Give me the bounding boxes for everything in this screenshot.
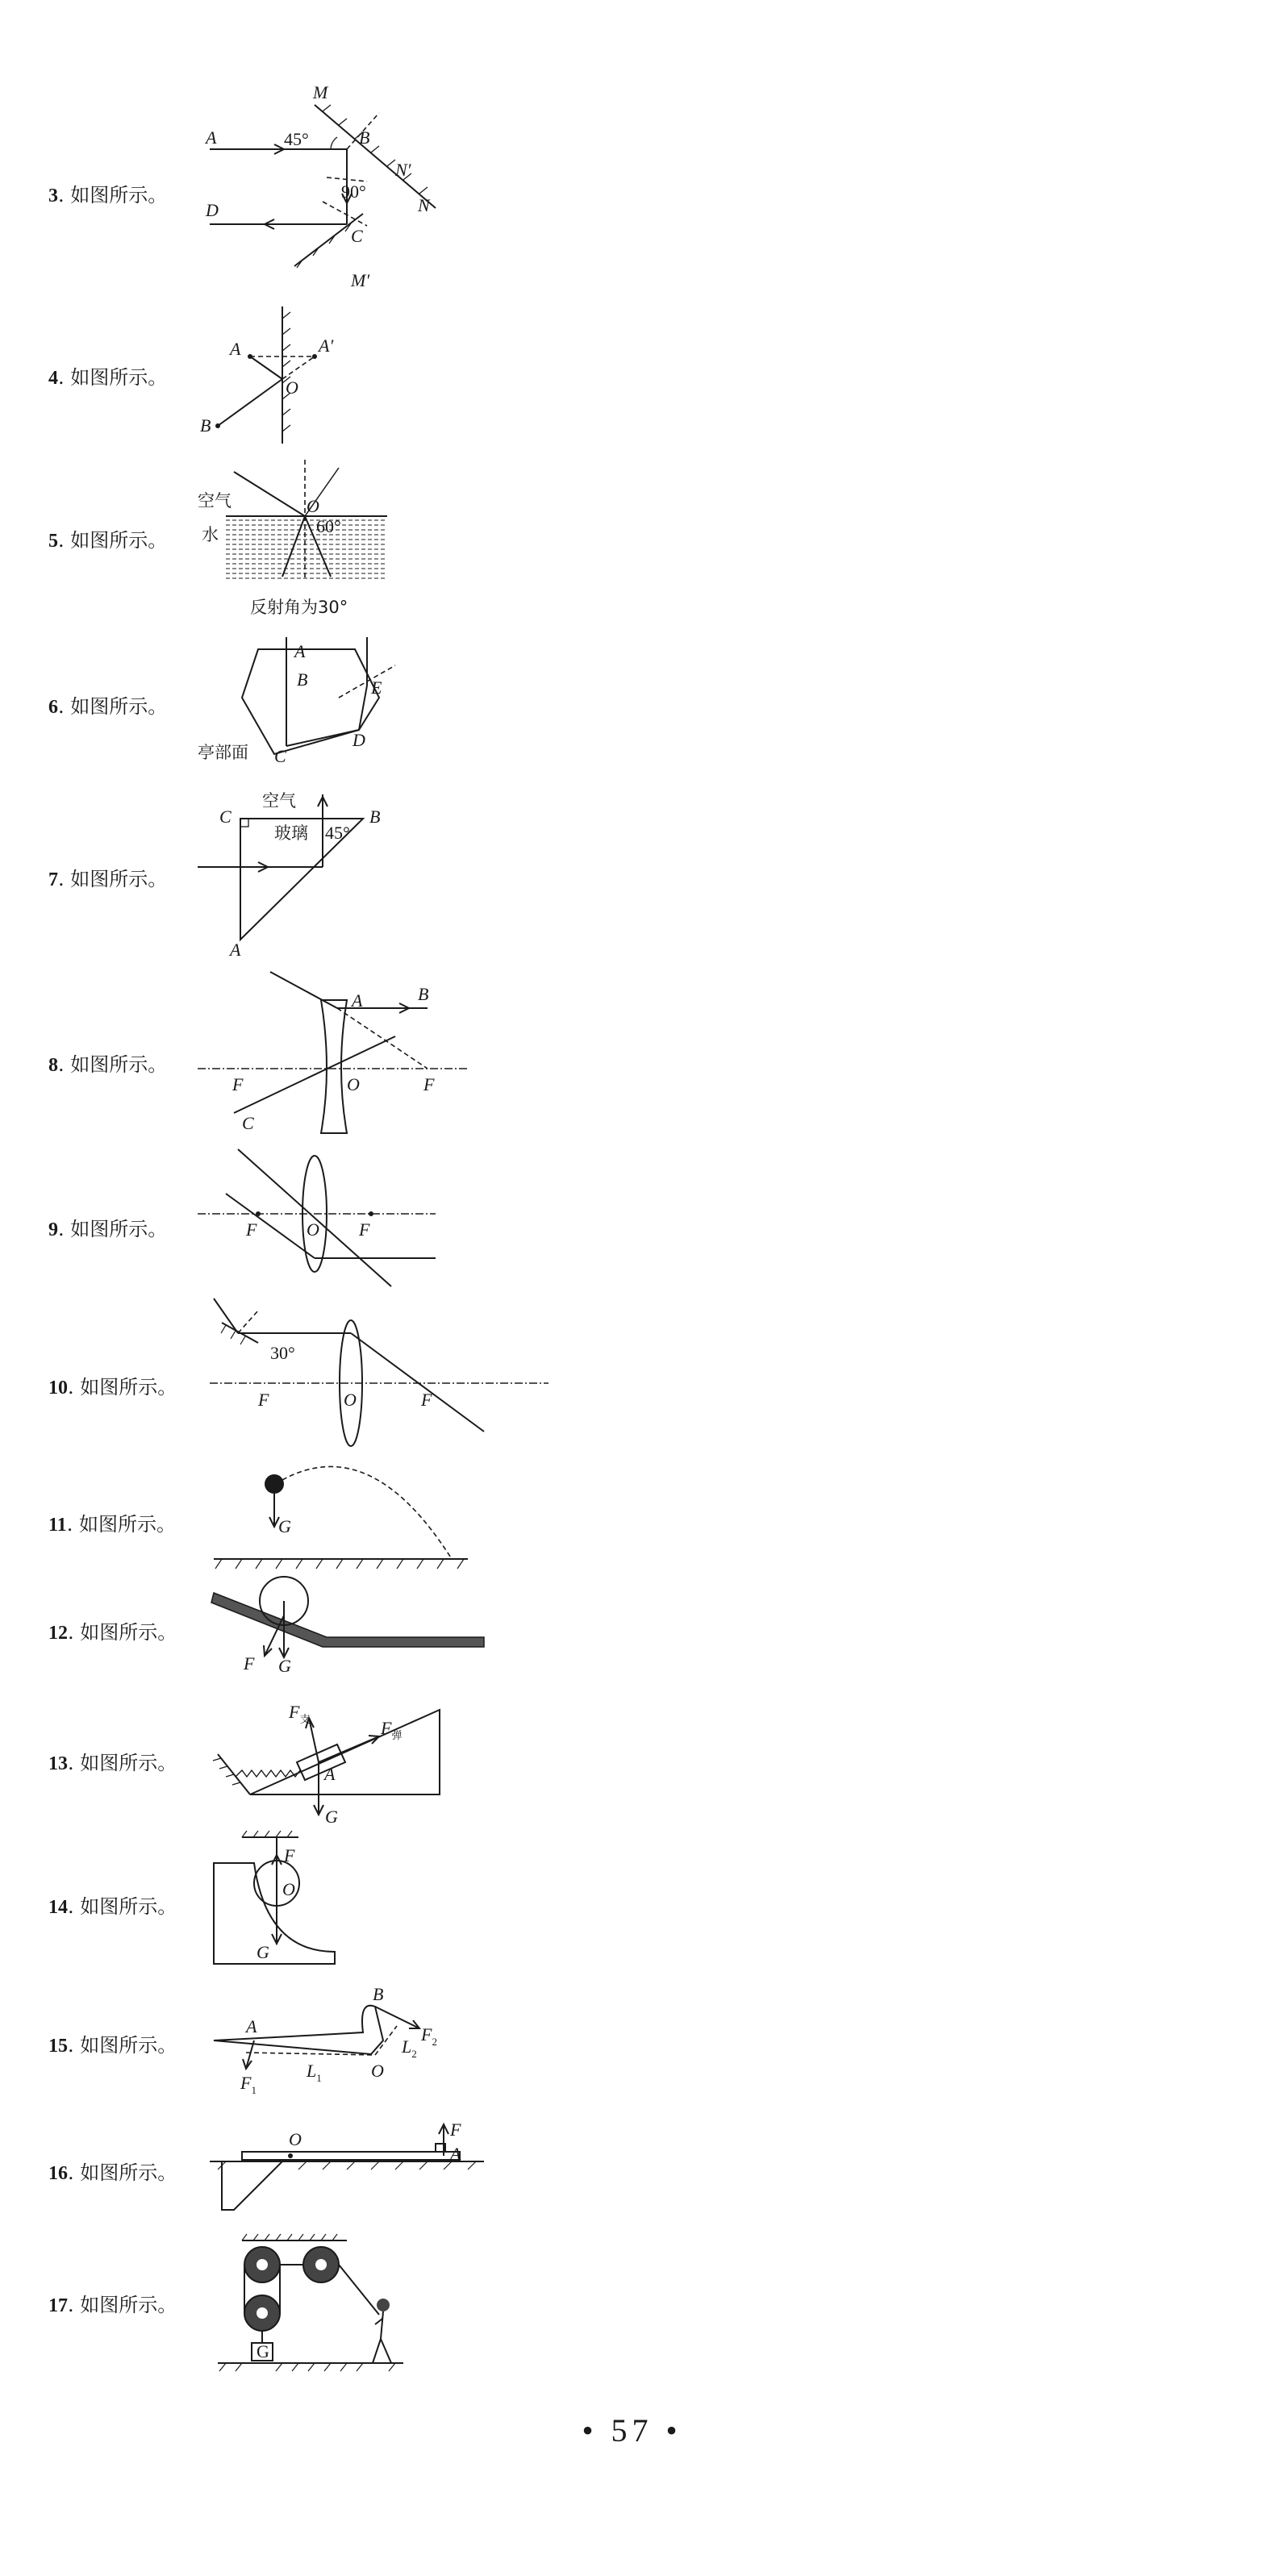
label-E: E (371, 677, 382, 698)
label-B: B (373, 1984, 384, 2004)
label-glass: 玻璃 (274, 823, 308, 843)
person-head (377, 2299, 390, 2311)
label-O: O (289, 2129, 302, 2149)
label-O: O (286, 377, 298, 398)
item-4-label: 4. 如图所示。 (48, 366, 168, 389)
figure-10-lens-mirror (194, 1294, 549, 1456)
label-F-left: F (258, 1390, 269, 1410)
figure-7-prism (194, 782, 403, 960)
label-G: G (278, 1656, 291, 1676)
label-O: O (307, 496, 319, 516)
angle-45: 45° (325, 823, 350, 843)
incline-surface (211, 1593, 484, 1647)
concave-lens (321, 1000, 347, 1133)
label-A: A (294, 641, 306, 661)
figure-3-mirrors (194, 81, 468, 290)
label-A-prime: A′ (319, 336, 334, 356)
label-F-right: F (423, 1074, 435, 1094)
angle-45: 45° (284, 129, 309, 149)
label-section: 亭部面 (198, 743, 248, 762)
item-13-label: 13. 如图所示。 (48, 1752, 177, 1774)
item-16-label: 16. 如图所示。 (48, 2161, 177, 2184)
label-F-left: F (246, 1219, 257, 1240)
label-water: 水 (202, 525, 219, 544)
label-B: B (297, 669, 308, 690)
curved-block (214, 1863, 335, 1964)
item-7-label: 7. 如图所示。 (48, 868, 168, 890)
label-air: 空气 (198, 491, 232, 511)
figure-17-pulleys (194, 2234, 436, 2379)
label-D: D (206, 200, 219, 220)
label-C: C (242, 1113, 254, 1133)
label-A: A (324, 1764, 336, 1784)
angle-30: 30° (270, 1343, 295, 1363)
figure-9-convex-lens (194, 1145, 468, 1298)
label-B: B (200, 415, 211, 436)
label-O: O (307, 1219, 319, 1240)
figure-6-gem (194, 633, 403, 770)
figure-14-hanging-ball (194, 1831, 355, 1968)
item-9-label: 9. 如图所示。 (48, 1218, 168, 1240)
item-11-label: 11. 如图所示。 (48, 1513, 176, 1536)
label-F: F (450, 2120, 461, 2140)
page-number: • 57 • (582, 2412, 682, 2449)
label-M: M (313, 82, 328, 102)
figure-13-spring-incline (194, 1682, 484, 1827)
angle-60: 60° (316, 516, 341, 536)
figure-16-beam (194, 2121, 484, 2226)
label-L2: $L_2$ (402, 2036, 417, 2060)
label-F1: $F_1$ (240, 2073, 257, 2096)
label-D: D (353, 730, 365, 750)
figure-8-concave-lens (194, 968, 484, 1137)
figure-12-ball-incline (194, 1569, 484, 1698)
label-G: G (257, 1942, 269, 1962)
label-B: B (369, 807, 381, 827)
label-C: C (219, 807, 232, 827)
figure-4-plane-mirror (194, 298, 355, 460)
label-A: A (230, 339, 241, 359)
label-B: B (359, 127, 370, 148)
figure-11-ball-gravity (194, 1456, 484, 1585)
beam (242, 2152, 460, 2160)
label-A: A (352, 990, 363, 1011)
label-F-left: F (232, 1074, 244, 1094)
item-10-label: 10. 如图所示。 (48, 1376, 177, 1398)
label-air: 空气 (262, 791, 296, 811)
label-G: G (257, 2341, 269, 2361)
label-F: F (284, 1845, 295, 1865)
item-15-label: 15. 如图所示。 (48, 2034, 177, 2057)
label-G: G (325, 1807, 338, 1827)
item-14-label: 14. 如图所示。 (48, 1895, 177, 1918)
label-F-spring: $F_弹$ (381, 1718, 403, 1741)
trajectory (282, 1466, 452, 1559)
label-F-support: $F_支$ (289, 1702, 311, 1725)
figure-15-lever (194, 1968, 484, 2105)
label-F-right: F (421, 1390, 432, 1410)
label-N: N (418, 195, 430, 215)
label-B: B (418, 984, 429, 1004)
label-M-prime: M′ (351, 270, 370, 290)
label-O: O (282, 1879, 295, 1899)
caption-reflect-angle: 反射角为30° (250, 598, 348, 617)
label-A: A (246, 2016, 257, 2036)
support (222, 2161, 282, 2210)
label-C: C (274, 746, 286, 766)
label-G: G (278, 1516, 291, 1536)
figure-5-refraction (194, 460, 403, 629)
item-17-label: 17. 如图所示。 (48, 2294, 177, 2316)
label-N-prime: N′ (395, 160, 411, 180)
lever-body (214, 2006, 383, 2054)
label-A: A (206, 127, 217, 148)
item-12-label: 12. 如图所示。 (48, 1621, 177, 1644)
label-L1: $L_1$ (307, 2061, 322, 2084)
label-O: O (344, 1390, 357, 1410)
label-F: F (244, 1653, 255, 1674)
label-O: O (347, 1074, 360, 1094)
item-6-label: 6. 如图所示。 (48, 695, 168, 718)
item-5-label: 5. 如图所示。 (48, 529, 168, 552)
label-F2: $F_2$ (421, 2024, 437, 2048)
label-C: C (351, 226, 363, 246)
mirror-mn (315, 105, 436, 208)
item-8-label: 8. 如图所示。 (48, 1053, 168, 1076)
incline (250, 1710, 440, 1794)
angle-90: 90° (341, 181, 366, 202)
label-F-right: F (359, 1219, 370, 1240)
item-3-label: 3. 如图所示。 (48, 184, 168, 206)
label-O: O (371, 2061, 384, 2081)
label-A: A (230, 940, 241, 960)
label-A: A (450, 2144, 461, 2164)
